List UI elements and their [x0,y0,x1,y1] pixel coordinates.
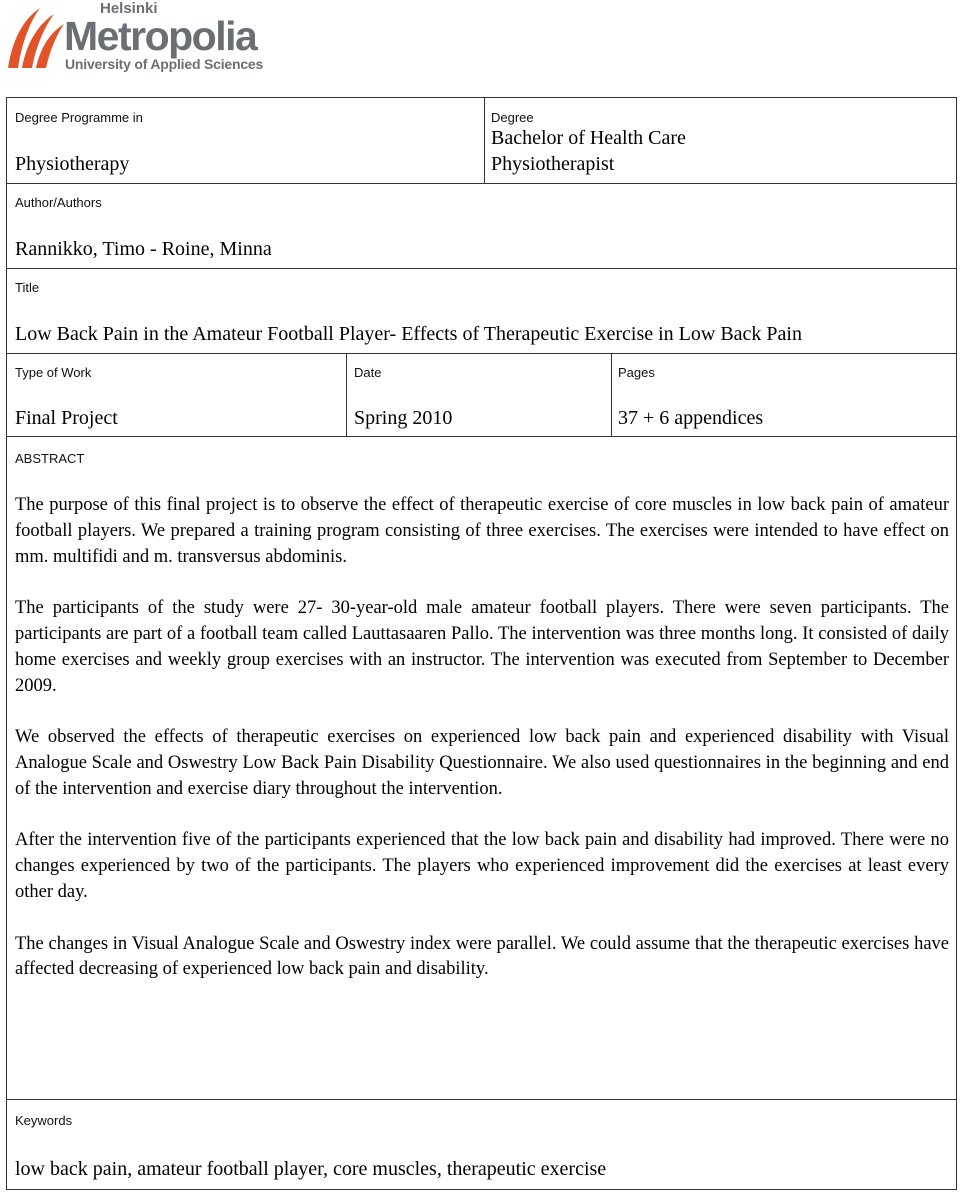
title-row [7,269,956,354]
pages-label: Pages [618,365,655,380]
metropolia-logo [0,0,300,80]
abstract-paragraph: The changes in Visual Analogue Scale and Oswestry index were parallel. We could assume that the therapeutic exercises have affected decreasing of experienced low back pain and disability. [15,933,949,980]
work-info-row [7,354,956,437]
degree-value-line2: Physiotherapist [491,153,615,175]
degree-row [7,98,956,184]
degree-programme-value: Physiotherapy [15,153,130,175]
logo-subtitle: University of Applied Sciences [65,56,264,72]
pages-value: 37 + 6 appendices [618,407,764,429]
degree-label: Degree [491,110,534,125]
logo-city: Helsinki [100,0,158,17]
degree-value-line1: Bachelor of Health Care [491,127,686,149]
authors-label: Author/Authors [15,195,102,210]
date-cell [347,354,611,436]
degree-programme-label: Degree Programme in [15,110,143,125]
abstract-paragraph: We observed the effects of therapeutic exercises on experienced low back pain and experienced disability with Visual Analogue Scale and Oswestry Low Back Pain Disability Questionnaire. We also used questionnaires in the beginning and end of the intervention and exercise diary throughout the intervention. [15,727,949,799]
keywords-row [7,1099,956,1189]
type-of-work-cell [7,354,346,436]
metropolia-swoosh-icon [4,2,66,72]
type-of-work-label: Type of Work [15,365,92,380]
keywords-value: low back pain, amateur football player, core muscles, therapeutic exercise [15,1158,607,1180]
date-value: Spring 2010 [354,407,453,429]
authors-value: Rannikko, Timo - Roine, Minna [15,238,272,260]
abstract-paragraph: The purpose of this final project is to observe the effect of therapeutic exercise of core muscles in low back pain of amateur football players. We prepared a training program consisting of three exercises. The exercises were intended to have effect on mm. multifidi and m. transversus abdominis. [15,495,949,567]
title-label: Title [15,280,40,295]
keywords-label: Keywords [15,1113,73,1128]
degree-cell [485,98,956,183]
title-value: Low Back Pain in the Amateur Football Player- Effects of Therapeutic Exercise in Low Back Pain [15,323,802,345]
abstract-paragraph: After the intervention five of the participants experienced that the low back pain and disability had improved. There were no changes experienced by two of the participants. The players who experienced improvement did the exercises at least every other day. [15,830,949,902]
degree-programme-cell [7,98,484,183]
abstract-label: ABSTRACT [15,451,85,466]
abstract-paragraph: The participants of the study were 27- 30-year-old male amateur football players. There were seven participants. The participants are part of a football team called Lauttasaaren Pallo. The intervention was three months long. It consisted of daily home exercises and weekly group exercises with an instructor. The intervention was executed from September to December 2009. [15,598,949,696]
date-label: Date [354,365,382,380]
pages-cell [612,354,956,436]
logo-name: Metropolia [64,13,257,59]
type-of-work-value: Final Project [15,407,118,429]
thesis-abstract-form [6,97,957,1190]
abstract-body [15,493,949,1009]
authors-row [7,184,956,269]
